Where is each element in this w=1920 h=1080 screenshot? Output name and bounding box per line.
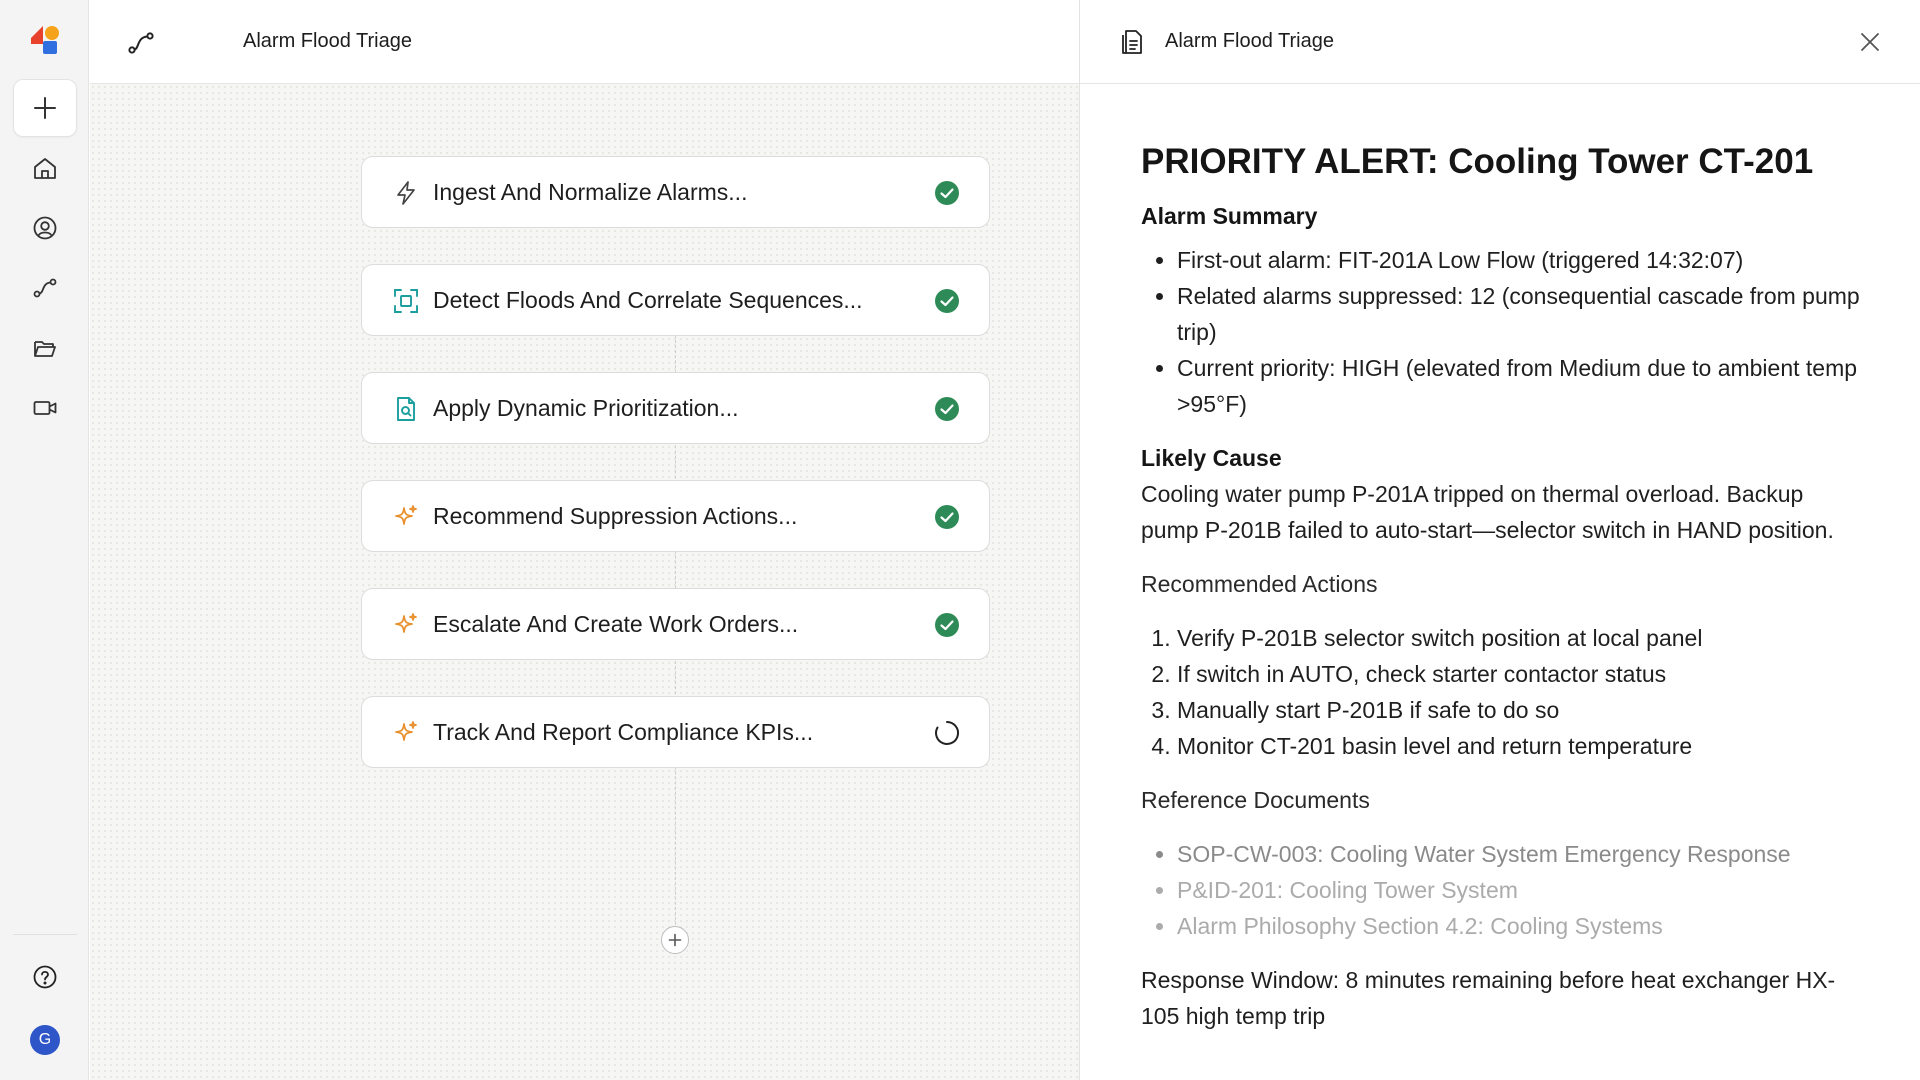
workflow-title: Alarm Flood Triage	[243, 30, 412, 52]
recommended-actions-heading: Recommended Actions	[1141, 571, 1378, 597]
alarm-summary-heading: Alarm Summary	[1141, 203, 1318, 229]
sidebar-divider	[13, 934, 77, 935]
workflow-step[interactable]	[361, 156, 990, 228]
check-circle-icon	[933, 179, 961, 207]
workflow-canvas[interactable]	[90, 84, 1079, 1080]
list-item: 3. Manually start P-201B if safe to do so	[1177, 692, 1861, 728]
alert-heading: PRIORITY ALERT: Cooling Tower CT-201	[1141, 142, 1814, 181]
app-logo[interactable]	[29, 24, 61, 56]
alarm-summary-list	[1177, 242, 1861, 422]
response-window-text: Response Window: 8 minutes remaining before heat exchanger HX-105 high temp trip	[1141, 967, 1836, 1029]
sparkle-icon	[392, 719, 420, 747]
likely-cause-heading: Likely Cause	[1141, 445, 1282, 471]
loading-spinner-icon	[933, 719, 961, 747]
workflow-step[interactable]	[361, 480, 990, 552]
list-item: • SOP-CW-003: Cooling Water System Emergency Response	[1177, 836, 1861, 872]
recommended-actions-list	[1177, 620, 1861, 764]
user-circle-icon	[32, 215, 58, 241]
step-label: Detect Floods And Correlate Sequences...	[433, 287, 863, 313]
sidebar-item-workflows[interactable]	[13, 259, 77, 317]
home-icon	[32, 155, 58, 181]
step-label: Track And Report Compliance KPIs...	[433, 719, 814, 745]
list-item: 1. Verify P-201B selector switch position at local panel	[1177, 620, 1861, 656]
list-item: 2. If switch in AUTO, check starter contactor status	[1177, 656, 1861, 692]
list-item: • P&ID-201: Cooling Tower System	[1177, 872, 1861, 908]
add-step-button[interactable]	[661, 926, 689, 954]
panel-content	[1141, 140, 1861, 1034]
video-icon	[32, 395, 58, 421]
panel-title: Alarm Flood Triage	[1165, 30, 1334, 52]
sidebar-item-files[interactable]	[13, 319, 77, 377]
panel-header	[1080, 0, 1920, 84]
scan-frame-icon	[392, 287, 420, 315]
step-label: Recommend Suppression Actions...	[433, 503, 798, 529]
avatar[interactable]: G	[30, 1025, 60, 1055]
sidebar-item-home[interactable]	[13, 139, 77, 197]
step-label: Ingest And Normalize Alarms...	[433, 179, 748, 205]
sidebar-item-profile[interactable]	[13, 199, 77, 257]
sparkle-icon	[392, 611, 420, 639]
details-panel	[1079, 0, 1920, 1080]
list-item: • Current priority: HIGH (elevated from Medium due to ambient temp >95°F)	[1177, 350, 1861, 422]
reference-documents-list	[1177, 836, 1861, 944]
likely-cause-text: Cooling water pump P-201A tripped on thermal overload. Backup pump P-201B failed to auto-start—selector switch in HAND position.	[1141, 481, 1834, 543]
list-item: 4. Monitor CT-201 basin level and return temperature	[1177, 728, 1861, 764]
canvas-header	[90, 0, 1079, 84]
workflow-icon	[32, 275, 58, 301]
help-button[interactable]	[13, 948, 77, 1006]
step-label: Escalate And Create Work Orders...	[433, 611, 799, 637]
step-label: Apply Dynamic Prioritization...	[433, 395, 739, 421]
check-circle-icon	[933, 395, 961, 423]
left-sidebar	[0, 0, 89, 1080]
sidebar-item-recordings[interactable]	[13, 379, 77, 437]
reference-documents-heading: Reference Documents	[1141, 787, 1370, 813]
check-circle-icon	[933, 611, 961, 639]
plus-icon	[668, 933, 682, 947]
check-circle-icon	[933, 503, 961, 531]
list-item: • First-out alarm: FIT-201A Low Flow (triggered 14:32:07)	[1177, 242, 1861, 278]
folder-open-icon	[32, 335, 58, 361]
workflow-step[interactable]	[361, 372, 990, 444]
check-circle-icon	[933, 287, 961, 315]
list-item: • Related alarms suppressed: 12 (consequential cascade from pump trip)	[1177, 278, 1861, 350]
workflow-step[interactable]	[361, 264, 990, 336]
document-icon	[1118, 28, 1146, 56]
file-search-icon	[392, 395, 420, 423]
sparkle-icon	[392, 503, 420, 531]
workflow-step[interactable]	[361, 696, 990, 768]
workflow-step[interactable]	[361, 588, 990, 660]
plus-icon	[32, 95, 58, 121]
list-item: • Alarm Philosophy Section 4.2: Cooling Systems	[1177, 908, 1861, 944]
workflow-icon	[126, 28, 156, 58]
close-icon[interactable]	[1856, 28, 1884, 56]
lightning-icon	[392, 179, 420, 207]
new-button[interactable]	[13, 79, 77, 137]
help-circle-icon	[32, 964, 58, 990]
